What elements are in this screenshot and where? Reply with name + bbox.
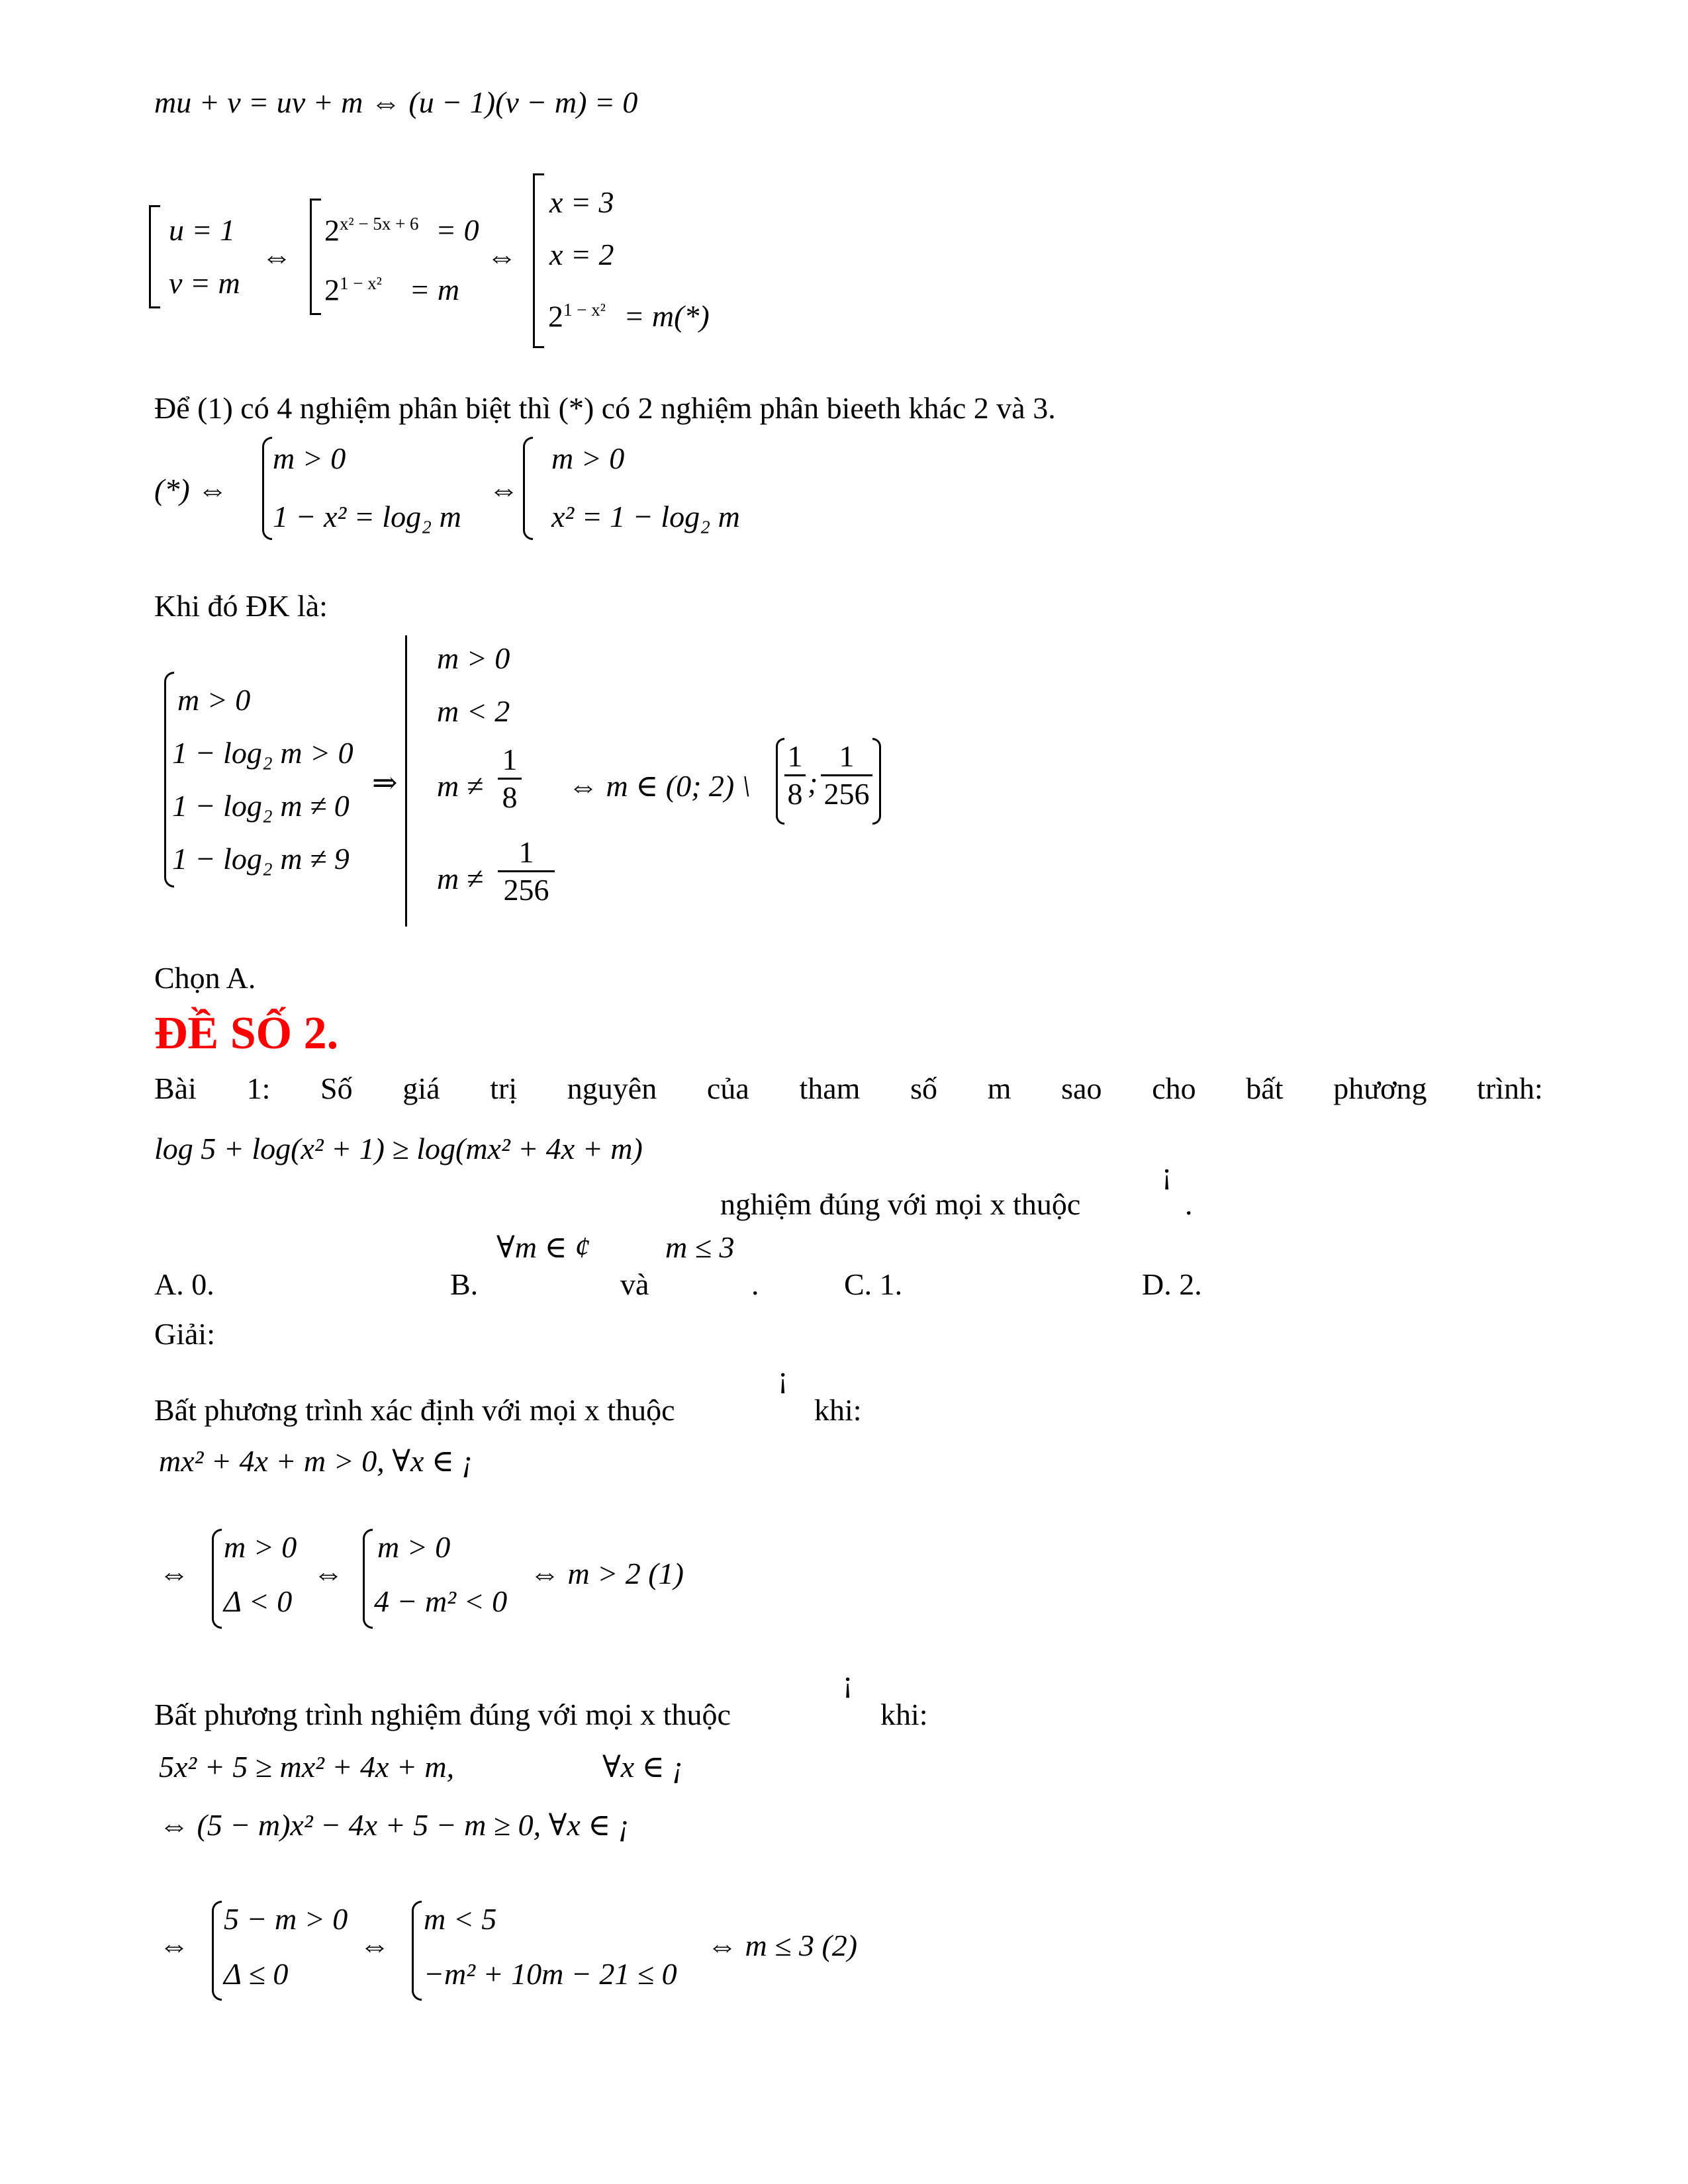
s1-b1: m > 0 [377, 1530, 451, 1564]
paragraph: Để (1) có 4 nghiệm phân biệt thì (*) có 2 nghiệm phân bieeth khác 2 và 3. [154, 391, 1056, 425]
brace [405, 635, 407, 927]
period: . [1185, 1187, 1193, 1221]
equation-quantifier: ∀x ∈ ¡ [602, 1750, 684, 1784]
equation: 5x² + 5 ≥ mx² + 4x + m, [159, 1750, 455, 1784]
fraction-1-256: 1 256 [498, 837, 555, 905]
implication-arrow: ⇒ [372, 766, 398, 799]
problem-tail: nghiệm đúng với mọi x thuộc [720, 1187, 1081, 1221]
fraction-1-8: 1 8 [498, 745, 522, 813]
sys3-b2: m < 2 [437, 694, 510, 728]
sys3-a3: 1 − log₂ m ≠ 0 [172, 789, 350, 823]
paragraph: Bất phương trình nghiệm đúng với mọi x thuộc [154, 1698, 731, 1731]
s1-a2: Δ < 0 [224, 1584, 293, 1618]
sys3-a4: 1 − log₂ m ≠ 9 [172, 842, 350, 876]
sys1-b1: $2^{x^2 - 5x + 6} = 0$ [324, 213, 479, 248]
fraction-1-8: 1 8 [784, 741, 806, 809]
paragraph-tail: khi: [814, 1393, 862, 1427]
brace [212, 1901, 222, 2001]
equivalence-symbol: ⇔ [313, 1557, 344, 1590]
brace [776, 738, 784, 825]
sys3-b3: m ≠ [437, 769, 483, 803]
s1-a1: m > 0 [224, 1530, 297, 1564]
sys2-a2: 1 − x² = log₂ m [273, 500, 461, 533]
real-set-glyph: ¡ [778, 1360, 788, 1394]
equation: mx² + 4x + m > 0, ∀x ∈ ¡ [159, 1444, 474, 1478]
option-a: A. 0. [154, 1267, 214, 1301]
bracket [310, 199, 321, 315]
equivalence-symbol: ⇔ [261, 240, 292, 273]
sys3-b1: m > 0 [437, 641, 510, 675]
inequality: log 5 + log(x² + 1) ≥ log(mx² + 4x + m) [154, 1132, 643, 1165]
sys3-b4: m ≠ [437, 862, 483, 895]
s1-b2: 4 − m² < 0 [374, 1584, 508, 1618]
equivalence-symbol: ⇔ [489, 473, 519, 506]
equivalence-symbol: ⇔ [159, 1929, 189, 1962]
fraction-1-256: 1 256 [821, 741, 872, 809]
option-b: B. [450, 1267, 479, 1301]
brace [872, 738, 881, 825]
answer-choice: Chọn A. [154, 961, 256, 995]
s2-a1: 5 − m > 0 [224, 1902, 348, 1936]
solution-label: Giải: [154, 1317, 215, 1351]
sys1-c3: $2^{1 - x^2} = m(*)$ [548, 299, 710, 334]
equivalence-symbol: ⇔ [487, 240, 517, 273]
sys2-b2: x² = 1 − log₂ m [551, 500, 740, 533]
sys2-b1: m > 0 [551, 441, 625, 475]
s1-result: ⇔ m > 2 (1) [530, 1557, 684, 1590]
sys1-a2: v = m [169, 266, 240, 300]
sys1-b2: $2^{1 - x^2} = m$ [324, 273, 460, 307]
s2-b2: −m² + 10m − 21 ≤ 0 [424, 1957, 677, 1991]
brace [363, 1529, 373, 1629]
real-set-glyph: ¡ [1162, 1156, 1172, 1190]
equivalence-symbol: ⇔ [359, 1929, 390, 1962]
bracket [533, 173, 544, 348]
brace [262, 437, 272, 540]
separator: ; [808, 766, 818, 799]
option-b-and: và [620, 1267, 649, 1301]
option-b-condition: m ≤ 3 [665, 1230, 735, 1264]
option-c: C. 1. [844, 1267, 903, 1301]
sys3-a1: m > 0 [177, 683, 251, 717]
brace [212, 1529, 222, 1629]
problem-statement: Bài 1: Số giá trị nguyên của tham số m sao cho bất phương trình: [154, 1071, 1543, 1105]
sys3-a2: 1 − log₂ m > 0 [172, 736, 353, 770]
option-b-quantifier: ∀m ∈ ¢ [496, 1230, 590, 1264]
equation-line1: mu + v = uv + m ⇔ (u − 1)(v − m) = 0 [154, 85, 638, 119]
option-d: D. 2. [1142, 1267, 1202, 1301]
s2-b1: m < 5 [424, 1902, 497, 1936]
equivalence-symbol: ⇔ [159, 1557, 189, 1590]
s2-result: ⇔ m ≤ 3 (2) [707, 1929, 858, 1962]
s2-a2: Δ ≤ 0 [224, 1957, 289, 1991]
brace [523, 437, 533, 540]
paragraph: Bất phương trình xác định với mọi x thuộc [154, 1393, 675, 1427]
sys1-a1: u = 1 [169, 213, 236, 247]
period: . [751, 1267, 759, 1301]
sys1-c2: x = 2 [549, 238, 614, 271]
equation: ⇔ (5 − m)x² − 4x + 5 − m ≥ 0, ∀x ∈ ¡ [159, 1808, 630, 1842]
paragraph: Khi đó ĐK là: [154, 589, 328, 623]
brace [412, 1901, 422, 2001]
sys2-a1: m > 0 [273, 441, 346, 475]
sys1-c1: x = 3 [549, 185, 614, 219]
real-set-glyph: ¡ [843, 1664, 853, 1698]
sys2-lhs: (*) ⇔ [154, 473, 228, 506]
section-heading: ĐỀ SỐ 2. [154, 1008, 339, 1059]
paragraph-tail: khi: [880, 1698, 928, 1731]
sys3-result: ⇔ m ∈ (0; 2) \ [568, 769, 751, 803]
bracket [149, 205, 160, 308]
